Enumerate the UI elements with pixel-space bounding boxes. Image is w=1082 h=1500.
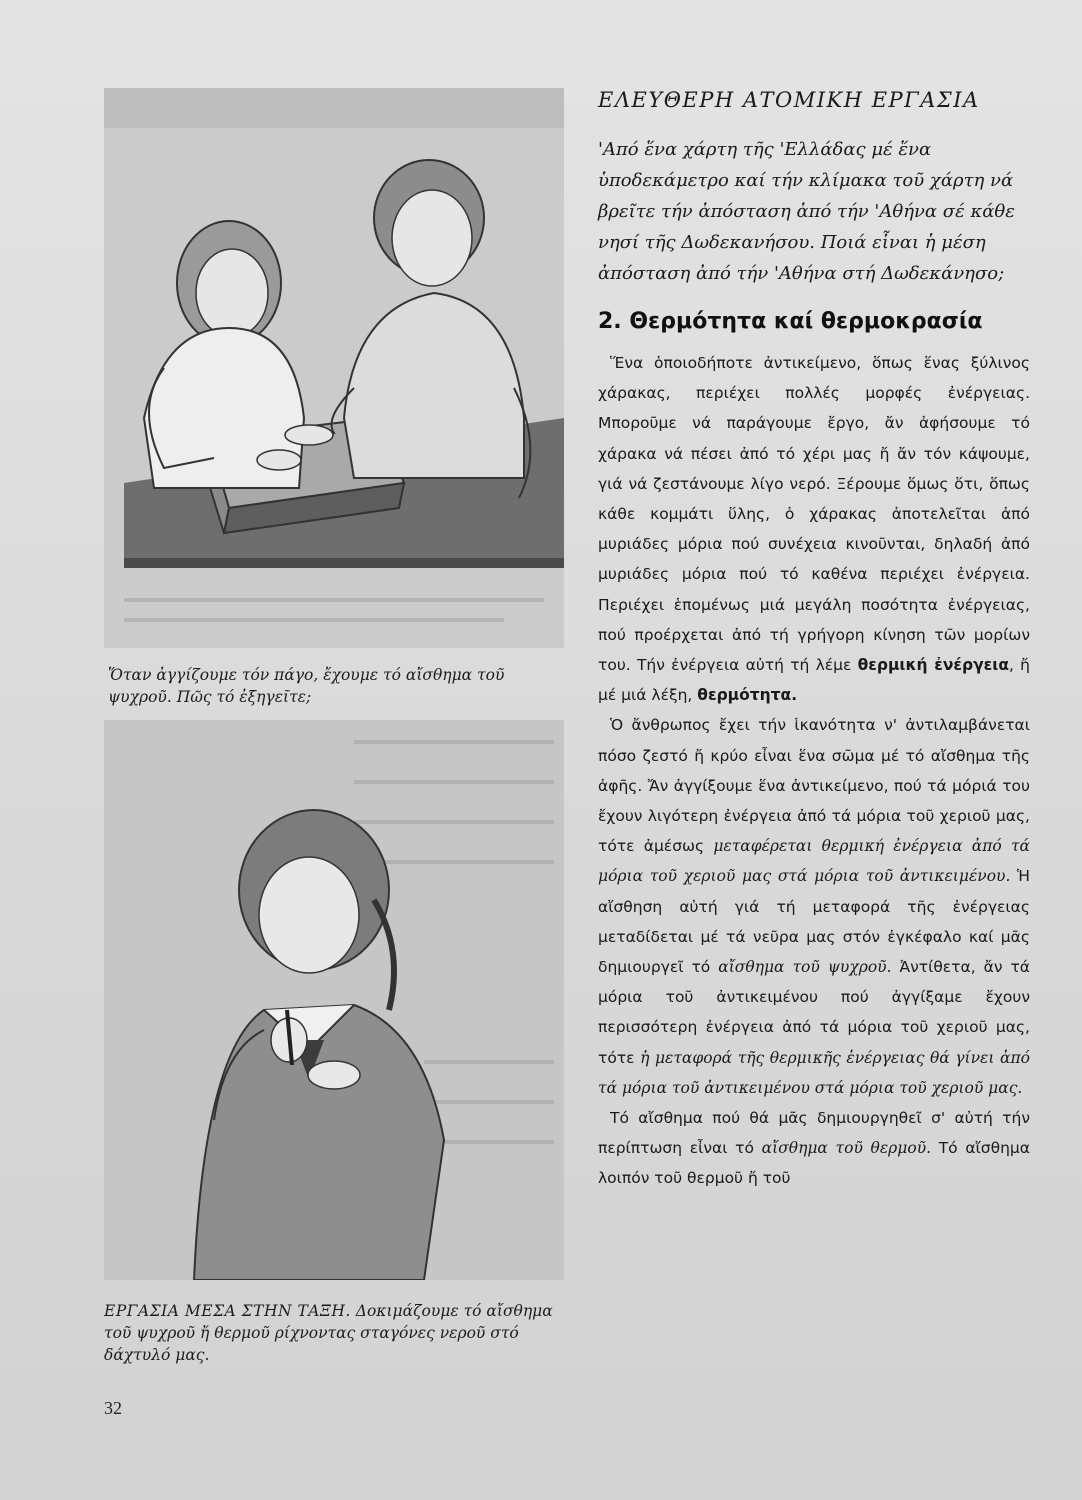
- right-column: [598, 88, 1030, 1194]
- term-heat: θερμότητα.: [697, 686, 798, 705]
- figure2-caption-label: ΕΡΓΑΣΙΑ ΜΕΣΑ ΣΤΗΝ ΤΑΞΗ.: [104, 1302, 351, 1320]
- figure2-caption: [104, 1300, 560, 1366]
- girl-dropper-drawing: [104, 720, 564, 1280]
- p3-text-a: Τό αἴσθημα πού θά μᾶς δημιουργηθεῖ σ' αὐτή τήν περίπτωση εἶναι τό: [598, 1109, 1030, 1158]
- figure1-caption: [108, 664, 564, 708]
- free-work-text: 'Από ἕνα χάρτη τῆς 'Ελλάδας μέ ἕνα ὑποδεκάμετρο καί τήν κλίμακα τοῦ χάρτη νά βρεῖτε τήν ἀπόσταση ἀπό τήν 'Αθήνα σέ κάθε νησί τῆς Δωδεκανήσου. Ποιά εἶναι ἡ μέση ἀπόσταση ἀπό τήν 'Αθήνα στή Δωδεκάνησο;: [598, 139, 1015, 284]
- p2-italic-2: αἴσθημα τοῦ ψυχροῦ.: [718, 958, 892, 977]
- p2-italic-3: ἡ μεταφορά τῆς θερμικῆς ἐνέργειας θά γίνει ἀπό τά μόρια τοῦ ἀντικειμένου στά μόρια τοῦ χεριοῦ μας.: [598, 1048, 1031, 1097]
- page-number: 32: [104, 1398, 122, 1418]
- p2-text-b: Ἡ αἴσθηση αὐτή γιά τή μεταφορά τῆς ἐνέργειας μεταδίδεται μέ τά νεῦρα μας στόν ἐγκέφαλο καί μᾶς δημιουργεῖ τό: [598, 867, 1030, 977]
- p2-text-a: Ὁ ἄνθρωπος ἔχει τήν ἱκανότητα ν' ἀντιλαμβάνεται πόσο ζεστό ἤ κρύο εἶναι ἕνα σῶμα μέ τό αἴσθημα τῆς ἀφῆς. Ἄν ἀγγίξουμε ἕνα ἀντικείμενο, πού τά μόριά του ἔχουν λιγότερη ἐνέργεια ἀπό τά μόρια τοῦ χεριοῦ μας, τότε ἀμέσως: [598, 716, 1030, 856]
- paragraph-3: [598, 1103, 1030, 1194]
- children-ice-drawing: [104, 88, 564, 648]
- p2-text-c: Ἀντίθετα, ἄν τά μόρια τοῦ ἀντικειμένου πού ἀγγίξαμε ἔχουν περισσότερη ἐνέργεια ἀπό τά μόρια τοῦ χεριοῦ μας, τότε: [598, 958, 1030, 1067]
- free-work-heading: ΕΛΕΥΘΕΡΗ ΑΤΟΜΙΚΗ ΕΡΓΑΣΙΑ: [598, 88, 980, 112]
- section-body: [598, 348, 1030, 1194]
- section-title: 2. Θερμότητα καί θερμοκρασία: [598, 309, 983, 334]
- figure1-caption-text: Ὅταν ἀγγίζουμε τόν πάγο, ἔχουμε τό αἴσθημα τοῦ ψυχροῦ. Πῶς τό ἐξηγεῖτε;: [108, 666, 505, 706]
- paragraph-2: [598, 710, 1030, 1103]
- p1-text: Ἕνα ὁποιοδήποτε ἀντικείμενο, ὅπως ἕνας ξύλινος χάρακας, περιέχει πολλές μορφές ἐνέργειας. Μποροῦμε νά παράγουμε ἔργο, ἄν ἀφήσουμε τό χάρακα νά πέσει ἀπό τό χέρι μας ἤ ἄν τόν κάψουμε, γιά νά ζεστάνουμε λίγο νερό. Ξέρουμε ὅμως ὅτι, ὅπως κάθε κομμάτι ὕλης, ὁ χάρακας ἀποτελεῖται ἀπό μυριάδες μόρια πού συνέχεια κινοῦνται, δηλαδή ἀπό μυριάδες μόρια πού τό καθένα περιέχει ἐνέργεια. Περιέχει ἑπομένως μιά μεγάλη ποσότητα ἐνέργειας, πού προέρχεται ἀπό τή γρήγορη κίνηση τῶν μορίων του. Τήν ἐνέργεια αὐτή τή λέμε: [598, 354, 1030, 675]
- illustration-children-ice: [104, 88, 564, 648]
- figure2-caption-text: Δοκιμάζουμε τό αἴσθημα τοῦ ψυχροῦ ἤ θερμοῦ ρίχνοντας σταγόνες νεροῦ στό δάχτυλό μας.: [104, 1302, 553, 1364]
- paragraph-1: [598, 348, 1030, 710]
- p3-text-b: Τό αἴσθημα λοιπόν τοῦ θερμοῦ ἤ τοῦ: [598, 1139, 1030, 1188]
- illustration-girl-dropper: [104, 720, 564, 1280]
- term-thermal-energy: θερμική ἐνέργεια: [857, 656, 1009, 675]
- p1-mid: , ἤ μέ μιά λέξη,: [598, 656, 1030, 705]
- p2-italic-1: μεταφέρεται θερμική ἐνέργεια ἀπό τά μόρια τοῦ χεριοῦ μας στά μόρια τοῦ ἀντικειμένου.: [598, 837, 1030, 886]
- p3-italic-1: αἴσθημα τοῦ θερμοῦ.: [761, 1139, 932, 1158]
